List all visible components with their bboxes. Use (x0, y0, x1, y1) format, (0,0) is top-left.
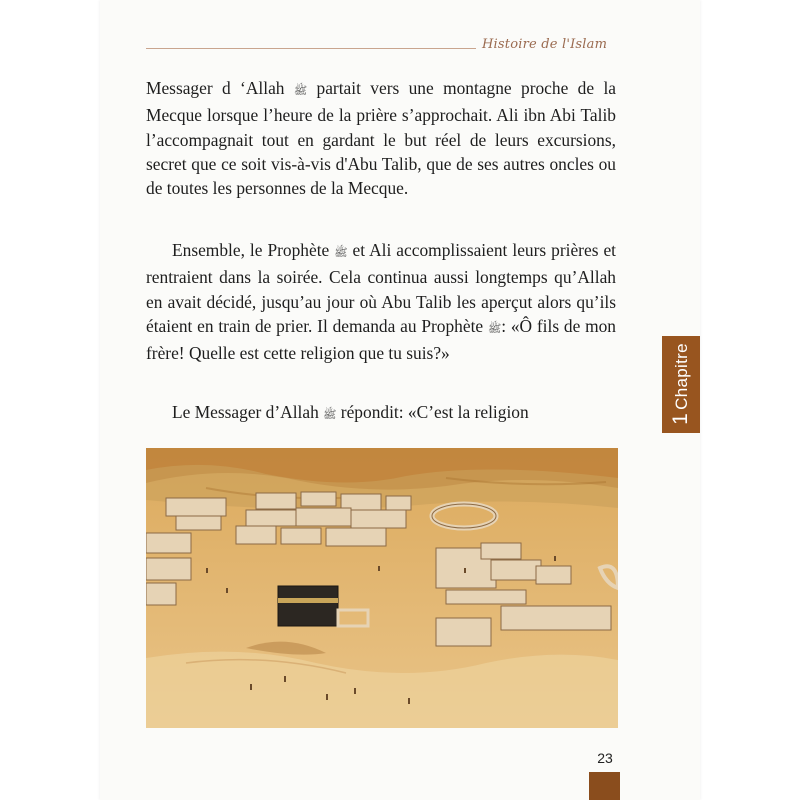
paragraph-3-text-a: Le Messager d’Allah (172, 402, 324, 422)
chapter-tab (662, 336, 700, 433)
chapter-word: Chapitre (672, 343, 691, 410)
salutation-ornament: ﷺ (323, 408, 337, 421)
paragraph-1-text-b: partait vers une montagne proche de la Mecque lorsque l’heure de la prière s’approchait. Ali ibn Abi Talib l’accompagnait tout en gardant le but réel de leurs excursions, secret que ce soit vis-à-vis d'Abu Talib, que de ses autres oncles ou de toutes les personnes de la Mecque. (146, 78, 616, 199)
paragraph-1-text-a: Messager d ‘Allah (146, 78, 294, 98)
salutation-ornament: ﷺ (334, 246, 348, 259)
paragraph-2-text-c: : «Ô fils de mon frère! Quelle est cette religion que tu suis?» (146, 315, 617, 364)
paragraph-3-text-b: répondit: «C’est la religion (336, 402, 529, 422)
paragraph-3 (146, 400, 616, 427)
chapter-tab-label (669, 343, 693, 425)
page-tab-marker (589, 772, 620, 800)
mecca-illustration-image (146, 448, 618, 728)
paragraph-1 (146, 76, 616, 200)
running-header-title: Histoire de l'Islam (482, 37, 608, 52)
paragraph-2 (146, 238, 616, 365)
header-rule (146, 48, 476, 49)
page-number: 23 (597, 750, 613, 766)
paragraph-2-text-b: et Ali accomplissaient leurs prières et rentraient dans la soirée. Cela continua aussi longtemps qu’Allah en avait décidé, jusqu’au jour où Abu Talib les aperçut alors qu’ils étaient en train de prier. Il demanda au Prophète (146, 240, 616, 336)
salutation-ornament: ﷺ (293, 84, 308, 97)
salutation-ornament: ﷺ (487, 321, 502, 335)
paragraph-2-text-a: Ensemble, le Prophète (172, 240, 335, 260)
chapter-number: 1 (669, 412, 692, 425)
mecca-illustration (146, 448, 618, 728)
